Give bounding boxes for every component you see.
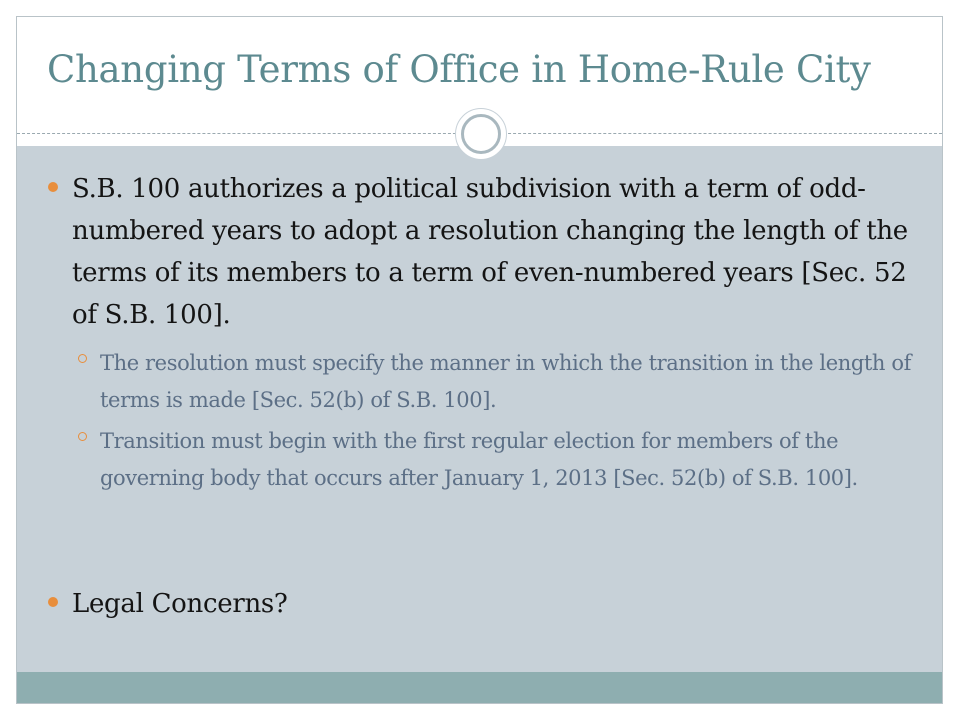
bullet-text: Legal Concerns? (72, 589, 288, 619)
circle-ring-icon (461, 114, 501, 154)
sub-bullet-text: Transition must begin with the first regular election for members of the governing body that occurs after January 1, 2013 [Sec. 52(b) of S.B. 100]. (100, 429, 858, 490)
sub-bullet-ring-icon (78, 354, 87, 363)
slide-title: Changing Terms of Office in Home-Rule City (47, 48, 871, 91)
bullet-dot-icon (48, 182, 58, 192)
bullet-text: S.B. 100 authorizes a political subdivision with a term of odd-numbered years to adopt a resolution changing the length of the terms of its members to a term of even-numbered years [Sec. 52 of S.B. 100]. (72, 174, 908, 330)
bullet-dot-icon (48, 597, 58, 607)
circle-emblem-icon (455, 108, 507, 160)
sub-bullet-ring-icon (78, 432, 87, 441)
sub-bullet-text: The resolution must specify the manner in which the transition in the length of terms is made [Sec. 52(b) of S.B. 100]. (100, 351, 911, 412)
